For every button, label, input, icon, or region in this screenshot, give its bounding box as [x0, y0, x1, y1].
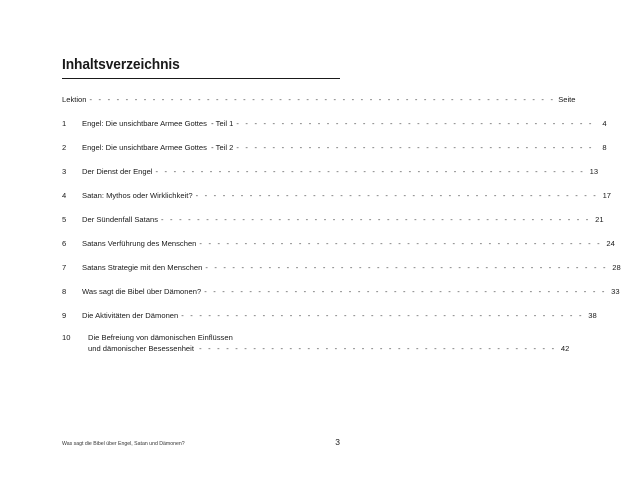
page-number: 24	[606, 239, 615, 248]
page-number: 38	[588, 311, 597, 320]
toc-entry-4[interactable]	[62, 191, 612, 200]
toc-entry-5[interactable]	[62, 215, 604, 224]
toc-entry-10[interactable]	[62, 333, 570, 353]
lesson-number: 8	[62, 287, 67, 296]
page-number: 17	[602, 191, 612, 200]
lesson-number: 6	[62, 239, 67, 248]
lesson-title: Engel: Die unsichtbare Armee Gottes - Teil 2	[82, 143, 234, 152]
page-column-label: Seite	[558, 95, 576, 104]
page-number: 4	[602, 119, 607, 128]
page-number: 42	[560, 344, 570, 353]
lesson-title: Satan: Mythos oder Wirklichkeit?	[82, 191, 193, 200]
page-number: 28	[612, 263, 621, 272]
lesson-number: 3	[62, 167, 67, 176]
toc-entry-7[interactable]	[62, 263, 621, 272]
lesson-title: Was sagt die Bibel über Dämonen?	[82, 287, 202, 296]
lesson-number: 4	[62, 191, 67, 200]
page-title: Inhaltsverzeichnis	[62, 57, 180, 73]
dot-leader: - - - - - - - - - - - - - - - - - - - - - - - - - - - - - - - - - - - - - - - - - - - - - - - - - - - -	[89, 95, 556, 104]
lesson-title-line-1: Die Befreiung von dämonischen Einflüssen	[88, 333, 233, 342]
lesson-title: Engel: Die unsichtbare Armee Gottes - Teil 1	[82, 119, 234, 128]
footer-page-number: 3	[335, 437, 340, 447]
dot-leader: - - - - - - - - - - - - - - - - - - - - - - - - - - - - - - - - - - - - - - - -	[236, 119, 594, 128]
toc-entry-6[interactable]	[62, 239, 615, 248]
lesson-title-line-2: und dämonischer Besessenheit	[88, 344, 194, 353]
dot-leader: - - - - - - - - - - - - - - - - - - - - - - - - - - - - - - - - - - - - - - - -	[199, 344, 557, 353]
toc-entry-2[interactable]	[62, 143, 607, 152]
dot-leader: - - - - - - - - - - - - - - - - - - - - - - - - - - - - - - - - - - - - - - - - - - - - - - - -	[161, 215, 591, 224]
page-number: 21	[595, 215, 604, 224]
lesson-number: 10	[62, 333, 71, 342]
dot-leader: - - - - - - - - - - - - - - - - - - - - - - - - - - - - - - - - - - - - - - - - - - - - - - - -	[155, 167, 586, 176]
lesson-title: Der Sündenfall Satans	[82, 215, 158, 224]
toc-entry-8[interactable]	[62, 287, 620, 296]
page-number: 33	[611, 287, 620, 296]
lesson-number: 9	[62, 311, 67, 320]
footer-book-title: Was sagt die Bibel über Engel, Satan und Dämonen?	[62, 441, 185, 447]
lesson-number: 5	[62, 215, 67, 224]
title-underline	[62, 78, 340, 79]
lesson-number: 7	[62, 263, 67, 272]
dot-leader: - - - - - - - - - - - - - - - - - - - - - - - - - - - - - - - - - - - - - - - - - - - - -	[199, 239, 602, 248]
page-number: 8	[602, 143, 607, 152]
lesson-column-label: Lektion	[62, 95, 87, 104]
toc-entry-1[interactable]	[62, 119, 607, 128]
lesson-number: 1	[62, 119, 67, 128]
lesson-title: Die Aktivitäten der Dämonen	[82, 311, 179, 320]
lesson-title: Satans Strategie mit den Menschen	[82, 263, 203, 272]
dot-leader: - - - - - - - - - - - - - - - - - - - - - - - - - - - - - - - - - - - - - - - -	[236, 143, 594, 152]
toc-header-row	[62, 95, 576, 104]
lesson-title: Satans Verführung des Menschen	[82, 239, 197, 248]
lesson-title: Der Dienst der Engel	[82, 167, 153, 176]
toc-entry-9[interactable]	[62, 311, 597, 320]
dot-leader: - - - - - - - - - - - - - - - - - - - - - - - - - - - - - - - - - - - - - - - - - - - - -	[204, 287, 607, 296]
toc-entry-3[interactable]	[62, 167, 599, 176]
dot-leader: - - - - - - - - - - - - - - - - - - - - - - - - - - - - - - - - - - - - - - - - - - - - -	[181, 311, 584, 320]
dot-leader: - - - - - - - - - - - - - - - - - - - - - - - - - - - - - - - - - - - - - - - - - - - - -	[195, 191, 599, 200]
lesson-number: 2	[62, 143, 67, 152]
dot-leader: - - - - - - - - - - - - - - - - - - - - - - - - - - - - - - - - - - - - - - - - - - - - -	[205, 263, 608, 272]
page-number: 13	[589, 167, 599, 176]
